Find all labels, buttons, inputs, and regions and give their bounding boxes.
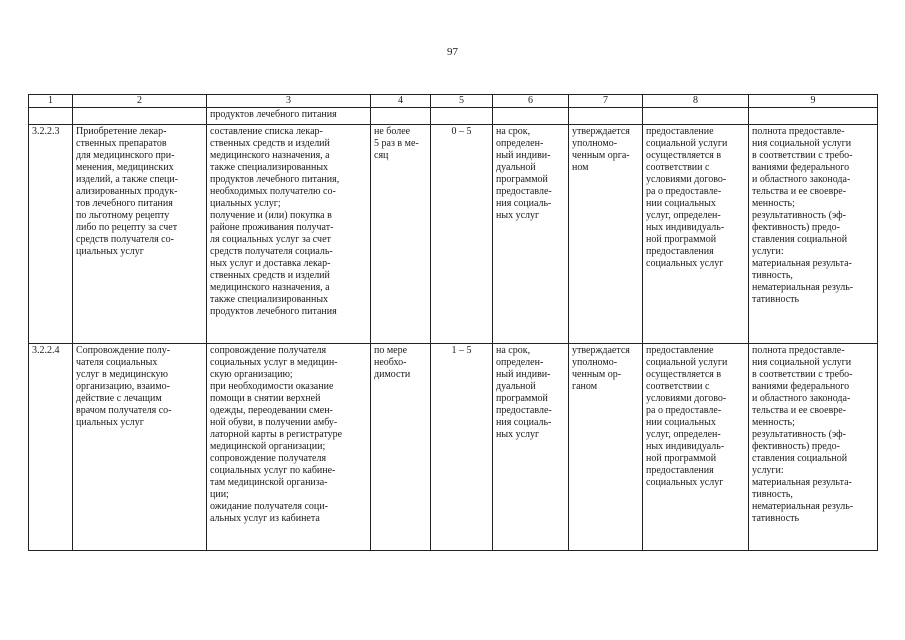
cell-line: программой — [496, 174, 548, 185]
cell-line: 5 раз в ме- — [374, 138, 419, 149]
cell-line: утверждается — [572, 345, 630, 356]
cell-line: ния социальной услуги — [752, 138, 852, 149]
services-table — [28, 94, 878, 551]
cell-line: ваниями федерального — [752, 381, 850, 392]
cell-line: социальных услуг — [646, 258, 724, 269]
column-header: 8 — [643, 95, 749, 108]
cell-line: предоставле- — [496, 405, 552, 416]
cell-line: на срок, — [496, 345, 531, 356]
cell-line: менность; — [752, 417, 795, 428]
cell-line: чателя социальных — [76, 357, 158, 368]
cell-line: ля социальных услуг за счет — [210, 234, 331, 245]
cell-line: медицинской организации; — [210, 441, 326, 452]
cell-line: определен- — [496, 138, 544, 149]
cell-line: услуг, определен- — [646, 429, 721, 440]
cell-line: менность; — [752, 198, 795, 209]
cell-line: сяц — [374, 150, 389, 161]
cell-line: не более — [374, 126, 411, 137]
cell-line: помощи в снятии верхней — [210, 393, 321, 404]
column-header: 9 — [749, 95, 878, 108]
cell-line: альных услуг из кабинета — [210, 513, 320, 524]
cell-line: тов лечебного питания — [76, 198, 173, 209]
cell-line: изделий, а также специ- — [76, 174, 179, 185]
cell-line: тельства и ее своевре- — [752, 186, 847, 197]
cell-line: димости — [374, 369, 411, 380]
service-name — [73, 125, 207, 344]
cell-line: осуществляется в — [646, 150, 722, 161]
cell-line: нематериальная резуль- — [752, 501, 854, 512]
cell-line: полнота предоставле- — [752, 126, 845, 137]
cell-line: одежды, переодевании смен- — [210, 405, 333, 416]
continuation-text: продуктов лечебного питания — [207, 108, 371, 125]
cell-line: ной программой — [646, 453, 717, 464]
cell-line: ственных средств и изделий — [210, 270, 330, 281]
cell-line: также специализированных — [210, 294, 329, 305]
cell-line: тативность — [752, 294, 800, 305]
cell-line: услуг, определен- — [646, 210, 721, 221]
service-approval — [569, 344, 643, 551]
cell-line: социальной услуги — [646, 138, 728, 149]
service-duration: 0 – 5 — [431, 125, 493, 344]
cell-line: определен- — [496, 357, 544, 368]
service-term — [493, 125, 569, 344]
column-header: 7 — [569, 95, 643, 108]
cell-line: условиями догово- — [646, 174, 727, 185]
cell-line: ных услуг — [496, 429, 540, 440]
column-header: 4 — [371, 95, 431, 108]
cell-line: ваниями федерального — [752, 162, 850, 173]
cell-line: медицинского назначения, а — [210, 282, 330, 293]
table-row — [29, 125, 878, 344]
cell-line: ганом — [572, 381, 598, 392]
cell-line: организацию, взаимо- — [76, 381, 170, 392]
cell-line: и областного законода- — [752, 393, 851, 404]
cell-line: нии социальных — [646, 198, 716, 209]
cell-line: материальная результа- — [752, 258, 852, 269]
cell-line: циальных услуг — [76, 246, 144, 257]
cell-line: ных услуг и доставка лекар- — [210, 258, 331, 269]
cell-line: уполномо- — [572, 138, 618, 149]
cell-line: либо по рецепту за счет — [76, 222, 178, 233]
cell-line: ожидание получателя соци- — [210, 501, 328, 512]
cell-line: тивность, — [752, 270, 793, 281]
cell-line: ных индивидуаль- — [646, 441, 725, 452]
cell-line: соответствии с — [646, 381, 710, 392]
service-approval — [569, 125, 643, 344]
cell-line: услуги: — [752, 465, 784, 476]
cell-line: осуществляется в — [646, 369, 722, 380]
cell-line: ализированных продук- — [76, 186, 178, 197]
cell-line: необхо- — [374, 357, 407, 368]
cell-line: необходимых получателю со- — [210, 186, 336, 197]
cell-line: предоставле- — [496, 186, 552, 197]
cell-line: Приобретение лекар- — [76, 126, 167, 137]
cell-line: предоставления — [646, 246, 714, 257]
cell-line: ставления социальной — [752, 453, 848, 464]
cell-line: ственных препаратов — [76, 138, 167, 149]
cell-line: по льготному рецепту — [76, 210, 170, 221]
cell-line: материальная результа- — [752, 477, 852, 488]
cell-line: Сопровождение полу- — [76, 345, 171, 356]
cell-line: дуальной — [496, 162, 536, 173]
cell-line: получение и (или) покупка в — [210, 210, 332, 221]
cell-line: предоставление — [646, 345, 714, 356]
cell-line: предоставление — [646, 126, 714, 137]
cell-line: ции; — [210, 489, 229, 500]
service-code: 3.2.2.3 — [29, 125, 73, 344]
cell-line: результативность (эф- — [752, 429, 846, 440]
service-frequency — [371, 125, 431, 344]
service-conditions — [643, 344, 749, 551]
table-row — [29, 344, 878, 551]
cell-line: услуги: — [752, 246, 784, 257]
cell-line: на срок, — [496, 126, 531, 137]
cell-line: ном — [572, 162, 589, 173]
service-content — [207, 125, 371, 344]
cell-line: тативность — [752, 513, 800, 524]
cell-line: врачом получателя со- — [76, 405, 172, 416]
column-header: 2 — [73, 95, 207, 108]
cell-line: уполномо- — [572, 357, 618, 368]
cell-line: ния социаль- — [496, 198, 552, 209]
cell-line: предоставления — [646, 465, 714, 476]
cell-line: фективность) предо- — [752, 441, 840, 452]
cell-line: для медицинского при- — [76, 150, 175, 161]
service-frequency — [371, 344, 431, 551]
cell-line: ной программой — [646, 234, 717, 245]
cell-line: ния социальной услуги — [752, 357, 852, 368]
cell-line: ный индиви- — [496, 150, 551, 161]
cell-line: утверждается — [572, 126, 630, 137]
cell-line: продуктов лечебного питания, — [210, 174, 340, 185]
cell-line: циальных услуг; — [210, 198, 281, 209]
cell-line: ный индиви- — [496, 369, 551, 380]
cell-line: по мере — [374, 345, 408, 356]
cell-line: средств получателя социаль- — [210, 246, 333, 257]
continuation-row — [29, 108, 878, 125]
service-conditions — [643, 125, 749, 344]
cell-line: социальных услуг — [646, 477, 724, 488]
cell-line: районе проживания получат- — [210, 222, 334, 233]
cell-line: ной обуви, в получении амбу- — [210, 417, 338, 428]
cell-line: программой — [496, 393, 548, 404]
cell-line: сопровождение получателя — [210, 453, 327, 464]
cell-line: ственных средств и изделий — [210, 138, 330, 149]
cell-line: полнота предоставле- — [752, 345, 845, 356]
cell-line: нематериальная резуль- — [752, 282, 854, 293]
cell-line: фективность) предо- — [752, 222, 840, 233]
cell-line: и областного законода- — [752, 174, 851, 185]
cell-line: ра о предоставле- — [646, 405, 722, 416]
cell-line: ставления социальной — [752, 234, 848, 245]
header-row — [29, 95, 878, 108]
cell-line: условиями догово- — [646, 393, 727, 404]
cell-line: в соответствии с требо- — [752, 150, 853, 161]
cell-line: ных индивидуаль- — [646, 222, 725, 233]
cell-line: средств получателя со- — [76, 234, 174, 245]
cell-line: услуг в медицинскую — [76, 369, 169, 380]
cell-line: тивность, — [752, 489, 793, 500]
cell-line: при необходимости оказание — [210, 381, 334, 392]
service-content — [207, 344, 371, 551]
column-header: 6 — [493, 95, 569, 108]
cell-line: циальных услуг — [76, 417, 144, 428]
column-header: 1 — [29, 95, 73, 108]
cell-line: нии социальных — [646, 417, 716, 428]
page-number: 97 — [447, 46, 458, 58]
service-code: 3.2.2.4 — [29, 344, 73, 551]
cell-line: социальной услуги — [646, 357, 728, 368]
column-header: 5 — [431, 95, 493, 108]
cell-line: ния социаль- — [496, 417, 552, 428]
cell-line: ра о предоставле- — [646, 186, 722, 197]
cell-line: тельства и ее своевре- — [752, 405, 847, 416]
cell-line: ченным орга- — [572, 150, 630, 161]
service-name — [73, 344, 207, 551]
cell-line: результативность (эф- — [752, 210, 846, 221]
cell-line: соответствии с — [646, 162, 710, 173]
cell-line: сопровождение получателя — [210, 345, 327, 356]
cell-line: продуктов лечебного питания — [210, 306, 337, 317]
cell-line: социальных услуг по кабине- — [210, 465, 336, 476]
cell-line: социальных услуг в медицин- — [210, 357, 338, 368]
column-header: 3 — [207, 95, 371, 108]
cell-line: в соответствии с требо- — [752, 369, 853, 380]
service-duration: 1 – 5 — [431, 344, 493, 551]
cell-line: медицинского назначения, а — [210, 150, 330, 161]
cell-line: латорной карты в регистратуре — [210, 429, 343, 440]
cell-line: скую организацию; — [210, 369, 293, 380]
service-term — [493, 344, 569, 551]
quality-indicators — [749, 125, 878, 344]
cell-line: действие с лечащим — [76, 393, 162, 404]
cell-line: ченным ор- — [572, 369, 622, 380]
cell-line: там медицинской организа- — [210, 477, 328, 488]
cell-line: дуальной — [496, 381, 536, 392]
cell-line: менения, медицинских — [76, 162, 174, 173]
quality-indicators — [749, 344, 878, 551]
cell-line: ных услуг — [496, 210, 540, 221]
cell-line: также специализированных — [210, 162, 329, 173]
cell-line: составление списка лекар- — [210, 126, 323, 137]
